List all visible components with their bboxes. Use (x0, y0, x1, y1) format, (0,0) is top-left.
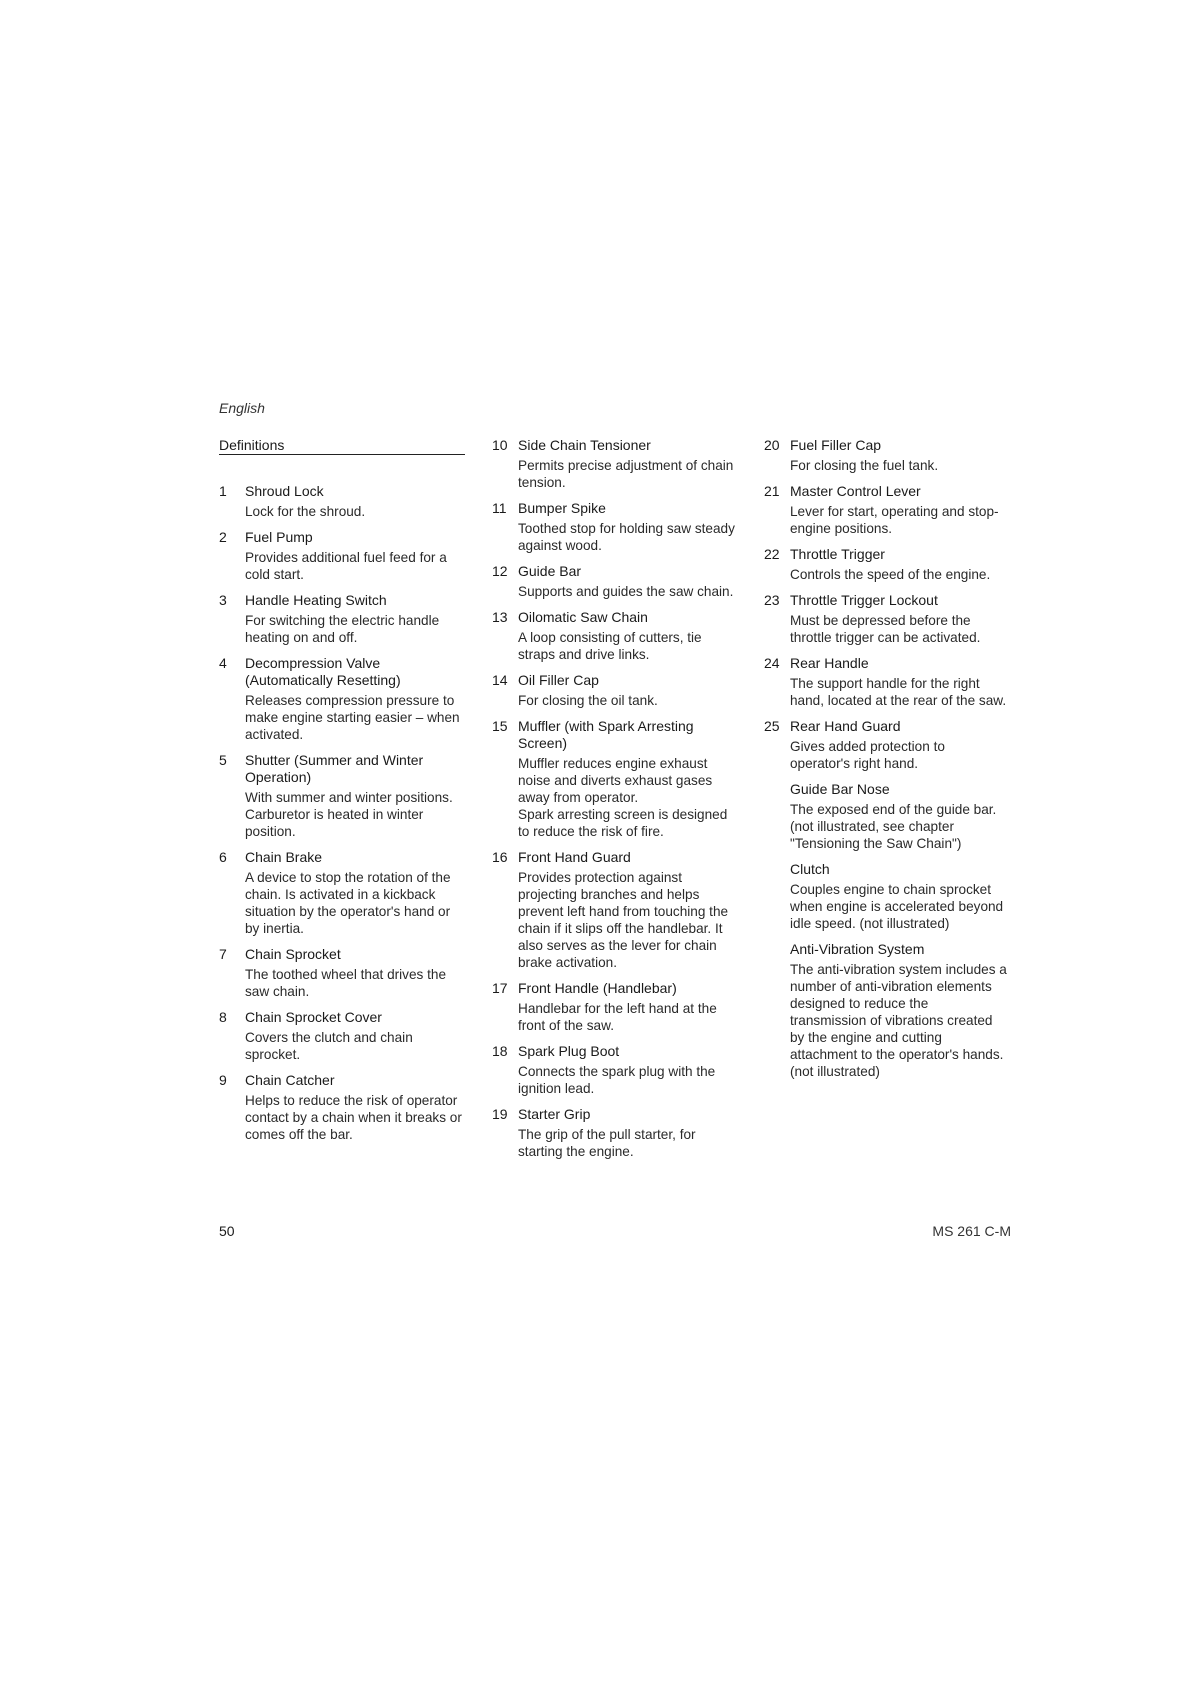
definition-description: Releases compression pressure to make engine starting easier – when activated. (245, 693, 460, 742)
definition-number (764, 861, 790, 932)
definition-body (518, 563, 746, 600)
definition-body (518, 980, 746, 1034)
definition-item (219, 849, 473, 937)
definition-description: Toothed stop for holding saw steady against wood. (518, 521, 735, 553)
definition-item (492, 500, 746, 554)
definition-body (518, 672, 746, 709)
definition-body (790, 861, 1018, 932)
definition-description: The grip of the pull starter, for starting the engine. (518, 1127, 696, 1159)
definition-number: 14 (492, 672, 508, 688)
definition-body (518, 849, 746, 971)
definition-term: Front Hand Guard (518, 849, 631, 865)
definition-description: Connects the spark plug with the ignition lead. (518, 1064, 716, 1096)
definition-description: Permits precise adjustment of chain tension. (518, 458, 734, 490)
definition-description: Must be depressed before the throttle trigger can be activated. (790, 613, 981, 645)
definition-body (790, 437, 1018, 474)
definition-item (219, 946, 473, 1000)
definition-body (790, 483, 1018, 537)
definition-number (764, 781, 790, 852)
definition-description: Provides protection against projecting branches and helps prevent left hand from touching the chain if it slips off the handlebar. It also serves as the lever for chain brake activation. (518, 870, 729, 970)
definition-item (764, 941, 1018, 1080)
definition-item (764, 781, 1018, 852)
definition-term: Decompression Valve (Automatically Resetting) (245, 655, 401, 688)
definition-body (518, 437, 746, 491)
definition-item (492, 563, 746, 600)
definition-term: Front Handle (Handlebar) (518, 980, 677, 996)
definition-description: Covers the clutch and chain sprocket. (245, 1030, 413, 1062)
definition-term: Handle Heating Switch (245, 592, 387, 608)
definition-term: Shutter (Summer and Winter Operation) (245, 752, 424, 785)
definition-term: Rear Handle (790, 655, 869, 671)
definition-number: 9 (219, 1072, 227, 1088)
definition-description: Provides additional fuel feed for a cold start. (245, 550, 447, 582)
definitions-column-3 (764, 437, 1018, 1089)
definition-body (518, 1106, 746, 1160)
definition-item (764, 861, 1018, 932)
definition-body (245, 946, 473, 1000)
definition-body (245, 529, 473, 583)
definition-description: With summer and winter positions. Carburetor is heated in winter position. (245, 790, 453, 839)
definition-item (219, 1072, 473, 1143)
definition-description: The exposed end of the guide bar. (not illustrated, see chapter "Tensioning the Saw Chain") (790, 802, 997, 851)
definition-number: 20 (764, 437, 780, 453)
definition-term: Clutch (790, 861, 830, 877)
definition-item (492, 980, 746, 1034)
definition-body (790, 546, 1018, 583)
definition-body (245, 483, 473, 520)
definition-term: Side Chain Tensioner (518, 437, 651, 453)
definition-term: Throttle Trigger (790, 546, 885, 562)
definition-item (764, 655, 1018, 709)
definition-body (790, 655, 1018, 709)
definition-item (764, 437, 1018, 474)
definition-item (764, 483, 1018, 537)
definition-term: Master Control Lever (790, 483, 921, 499)
definition-body (245, 655, 473, 743)
definition-number: 15 (492, 718, 508, 734)
definition-description: The toothed wheel that drives the saw chain. (245, 967, 447, 999)
definition-description: A device to stop the rotation of the chain. Is activated in a kickback situation by the operator's hand or by inertia. (245, 870, 451, 936)
definition-item (219, 1009, 473, 1063)
definition-description: Gives added protection to operator's right hand. (790, 739, 945, 771)
definition-term: Chain Sprocket (245, 946, 341, 962)
definition-description: For closing the fuel tank. (790, 458, 939, 473)
definition-term: Shroud Lock (245, 483, 324, 499)
definition-description: Supports and guides the saw chain. (518, 584, 734, 599)
definition-description: For switching the electric handle heating on and off. (245, 613, 440, 645)
definition-description: A loop consisting of cutters, tie straps and drive links. (518, 630, 702, 662)
definition-body (518, 1043, 746, 1097)
definition-number: 17 (492, 980, 508, 996)
definition-body (790, 718, 1018, 772)
definition-body (790, 592, 1018, 646)
definition-number: 24 (764, 655, 780, 671)
definition-description: The anti-vibration system includes a number of anti-vibration elements designed to reduce the transmission of vibrations created by the engine and cutting attachment to the operator's hands. (not illustrated) (790, 962, 1007, 1079)
definition-description: Muffler reduces engine exhaust noise and diverts exhaust gases away from operator. Spark arresting screen is designed to reduce the risk of fire. (518, 756, 728, 839)
definition-description: Handlebar for the left hand at the front of the saw. (518, 1001, 717, 1033)
definition-term: Chain Catcher (245, 1072, 335, 1088)
definition-term: Oil Filler Cap (518, 672, 599, 688)
definition-body (245, 1009, 473, 1063)
definition-number: 7 (219, 946, 227, 962)
definition-item (219, 529, 473, 583)
definition-item (219, 752, 473, 840)
definition-number (764, 941, 790, 1080)
definition-description: Couples engine to chain sprocket when engine is accelerated beyond idle speed. (not illustrated) (790, 882, 1004, 931)
definition-term: Muffler (with Spark Arresting Screen) (518, 718, 694, 751)
definition-description: Lever for start, operating and stop- engine positions. (790, 504, 999, 536)
definition-term: Spark Plug Boot (518, 1043, 620, 1059)
definition-item (219, 592, 473, 646)
definition-item (764, 592, 1018, 646)
definition-number: 22 (764, 546, 780, 562)
definition-item (764, 546, 1018, 583)
definition-item (764, 718, 1018, 772)
definition-term: Oilomatic Saw Chain (518, 609, 648, 625)
definition-number: 2 (219, 529, 227, 545)
definition-body (518, 718, 746, 840)
definition-item (492, 437, 746, 491)
definition-description: Lock for the shroud. (245, 504, 366, 519)
language-label: English (219, 400, 265, 416)
definition-item (492, 718, 746, 840)
definition-term: Starter Grip (518, 1106, 591, 1122)
definition-body (518, 500, 746, 554)
section-title: Definitions (219, 437, 465, 455)
definition-item (492, 1043, 746, 1097)
definition-term: Guide Bar (518, 563, 582, 579)
definition-body (790, 941, 1018, 1080)
definition-number: 18 (492, 1043, 508, 1059)
definition-description: Helps to reduce the risk of operator contact by a chain when it breaks or comes off the bar. (245, 1093, 462, 1142)
definition-number: 5 (219, 752, 227, 768)
definitions-column-2 (492, 437, 746, 1169)
definition-number: 21 (764, 483, 780, 499)
definition-item (492, 672, 746, 709)
definition-body (245, 752, 473, 840)
definition-body (245, 849, 473, 937)
definition-term: Chain Sprocket Cover (245, 1009, 382, 1025)
definition-description: The support handle for the right hand, located at the rear of the saw. (790, 676, 1007, 708)
definition-number: 4 (219, 655, 227, 671)
definition-body (245, 592, 473, 646)
definition-number: 1 (219, 483, 227, 499)
definition-number: 12 (492, 563, 508, 579)
definition-number: 13 (492, 609, 508, 625)
model-label: MS 261 C-M (932, 1223, 1011, 1239)
definition-number: 19 (492, 1106, 508, 1122)
definition-term: Fuel Pump (245, 529, 313, 545)
definition-number: 3 (219, 592, 227, 608)
definition-number: 16 (492, 849, 508, 865)
definitions-column-1 (219, 437, 473, 1152)
definition-term: Fuel Filler Cap (790, 437, 882, 453)
definition-description: For closing the oil tank. (518, 693, 658, 708)
definition-term: Guide Bar Nose (790, 781, 890, 797)
definition-term: Anti-Vibration System (790, 941, 925, 957)
definition-term: Bumper Spike (518, 500, 606, 516)
definition-item (492, 1106, 746, 1160)
definition-number: 25 (764, 718, 780, 734)
definition-item (219, 483, 473, 520)
definition-term: Chain Brake (245, 849, 323, 865)
definition-body (518, 609, 746, 663)
definition-term: Throttle Trigger Lockout (790, 592, 938, 608)
definition-item (219, 655, 473, 743)
page-number: 50 (219, 1223, 235, 1239)
definition-description: Controls the speed of the engine. (790, 567, 991, 582)
definition-number: 11 (492, 500, 507, 516)
definition-number: 6 (219, 849, 227, 865)
definition-number: 10 (492, 437, 508, 453)
definition-number: 23 (764, 592, 780, 608)
definition-body (245, 1072, 473, 1143)
definition-term: Rear Hand Guard (790, 718, 901, 734)
definition-item (492, 849, 746, 971)
definition-body (790, 781, 1018, 852)
definition-item (492, 609, 746, 663)
definition-number: 8 (219, 1009, 227, 1025)
